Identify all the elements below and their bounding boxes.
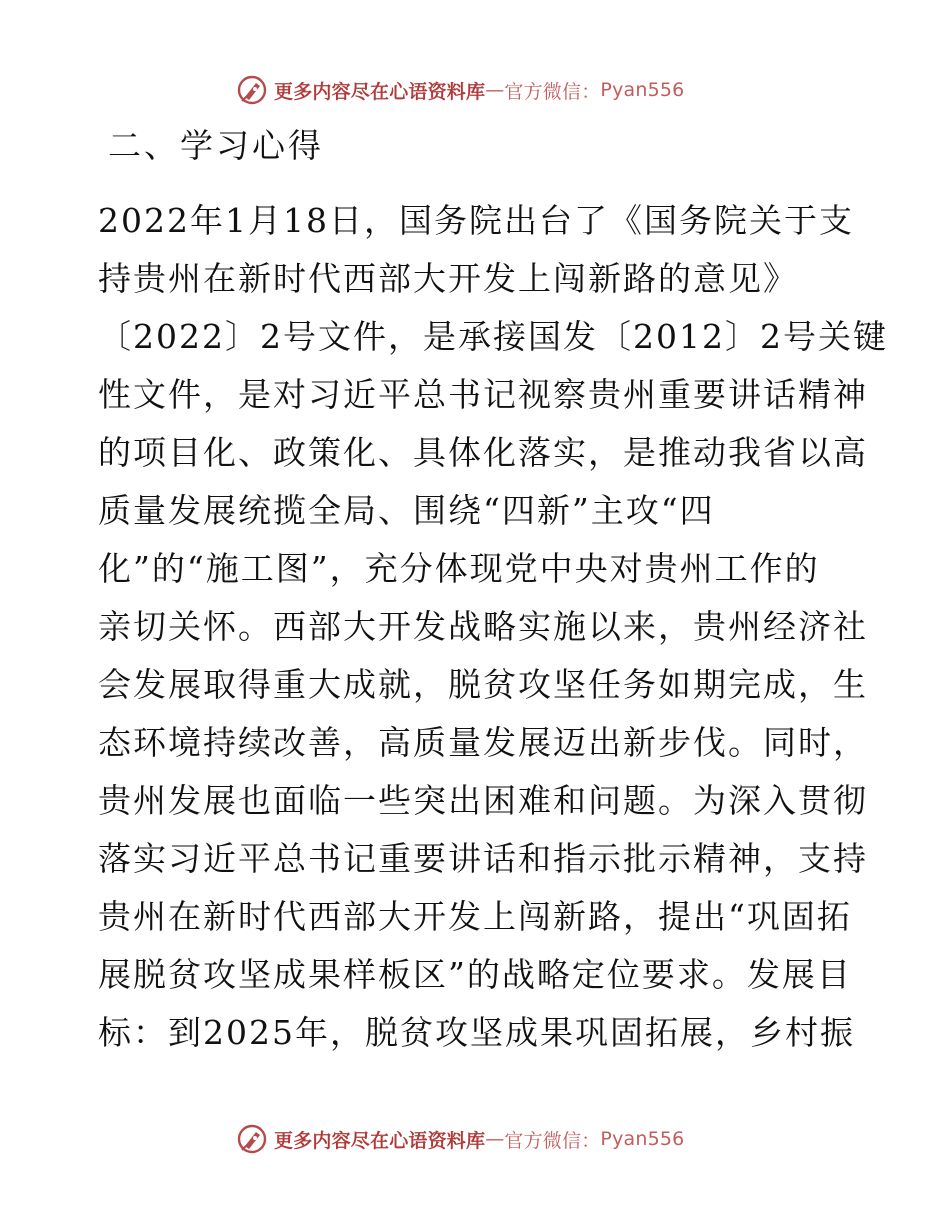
watermark-brand: 更多内容尽在心语资料库: [274, 80, 486, 103]
text-line: 性文件，是对习近平总书记视察贵州重要讲话精神: [98, 375, 868, 414]
text-line: 〔2022〕2号文件，是承接国发〔2012〕2号关键: [98, 317, 888, 356]
watermark-brand: 更多内容尽在心语资料库: [274, 1129, 486, 1152]
text-line: 亲切关怀。西部大开发战略实施以来，贵州经济社: [98, 607, 868, 646]
body-paragraph: [98, 192, 888, 1062]
text-line: 标：到2025年，脱贫攻坚成果巩固拓展，乡村振: [98, 1013, 855, 1052]
watermark-account: Pyan556: [600, 79, 685, 101]
text-line: 的项目化、政策化、具体化落实，是推动我省以高: [98, 433, 868, 472]
watermark-account: Pyan556: [600, 1128, 685, 1150]
text-line: 2022年1月18日，国务院出台了《国务院关于支: [98, 201, 854, 240]
header-watermark: [236, 73, 684, 107]
section-heading: 二、学习心得: [108, 126, 324, 165]
watermark-wechat-label: 官方微信：: [504, 1129, 601, 1152]
text-line: 贵州发展也面临一些突出困难和问题。为深入贯彻: [98, 781, 868, 820]
watermark-dash: —: [485, 1128, 505, 1150]
text-line: 落实习近平总书记重要讲话和指示批示精神，支持: [98, 839, 868, 878]
footer-watermark: [236, 1122, 684, 1156]
text-line: 会发展取得重大成就，脱贫攻坚任务如期完成，生: [98, 665, 868, 704]
text-line: 持贵州在新时代西部大开发上闯新路的意见》: [98, 259, 798, 298]
text-line: 展脱贫攻坚成果样板区”的战略定位要求。发展目: [98, 955, 852, 994]
text-line: 化”的“施工图”，充分体现党中央对贵州工作的: [98, 549, 820, 588]
watermark-dash: —: [485, 79, 505, 101]
text-line: 态环境持续改善，高质量发展迈出新步伐。同时，: [98, 723, 868, 762]
text-line: 质量发展统揽全局、围绕“四新”主攻“四: [98, 491, 715, 530]
pen-nib-circle-icon: [236, 74, 268, 106]
text-line: 贵州在新时代西部大开发上闯新路，提出“巩固拓: [98, 897, 852, 936]
watermark-wechat-label: 官方微信：: [504, 80, 601, 103]
pen-nib-circle-icon: [236, 1123, 268, 1155]
